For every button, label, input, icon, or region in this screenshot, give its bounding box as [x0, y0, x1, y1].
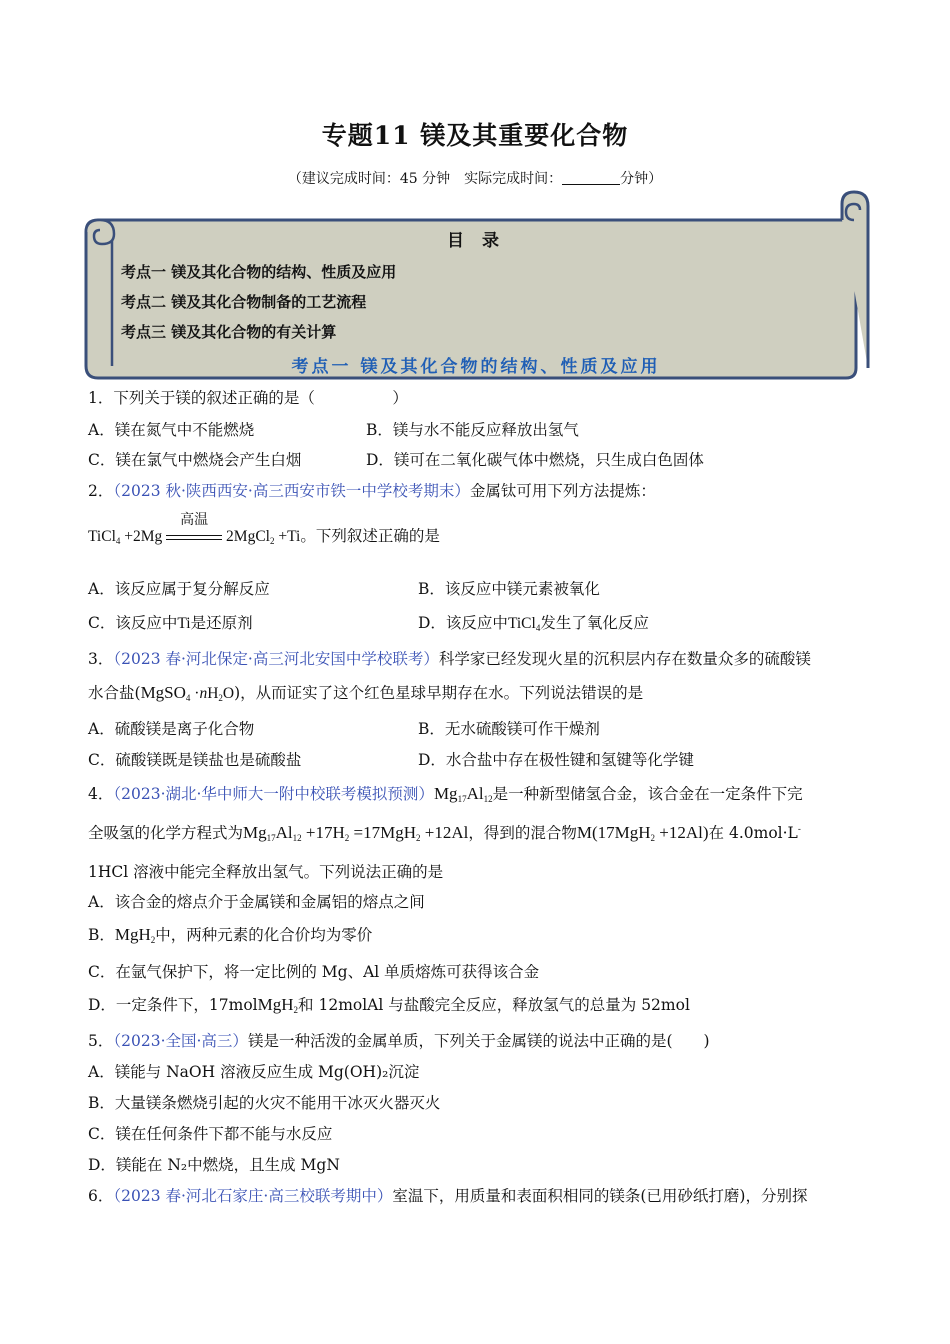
question-4-stem: 4．（2023·湖北·华中师大一附中校联考模拟预测）$Mg_{17}Al_{12}$是一种新型储氢合金，该合金在一定条件下完: [88, 784, 803, 804]
section-heading: 考点一 镁及其化合物的结构、性质及应用: [291, 357, 661, 377]
q3-option-d: D．水合盐中存在极性键和氢键等化学键: [418, 751, 694, 769]
q2-option-d: D．该反应中TiCl$_4$发生了氧化反应: [418, 614, 649, 633]
q2-option-c: C．该反应中Ti是还原剂: [88, 614, 253, 632]
q1-option-a: A．镁在氮气中不能燃烧: [88, 421, 255, 439]
q5-option-b: B．大量镁条燃烧引起的火灾不能用干冰灭火器灭火: [88, 1094, 441, 1112]
question-1-stem: 1．下列关于镁的叙述正确的是（ ）: [88, 389, 408, 407]
toc-heading: 目 录: [447, 231, 505, 251]
q2-option-b: B．该反应中镁元素被氧化: [418, 580, 600, 598]
toc-item[interactable]: 考点一 镁及其化合物的结构、性质及应用: [121, 263, 397, 281]
q3-option-c: C．硫酸镁既是镁盐也是硫酸盐: [88, 751, 302, 769]
question-source: （2023 春·河北石家庄·高三校联考期中）: [113, 1187, 393, 1205]
question-source: （2023 秋·陕西西安·高三西安市铁一中学校考期末）: [113, 482, 470, 500]
q5-option-d: D．镁能在 N₂中燃烧，且生成 MgN: [88, 1156, 340, 1174]
q4-stem-line3: 1HCl 溶液中能完全释放出氢气。下列说法正确的是: [88, 863, 444, 881]
q1-option-d: D．镁可在二氧化碳气体中燃烧，只生成白色固体: [366, 451, 704, 469]
q2-option-a: A．该反应属于复分解反应: [88, 580, 270, 598]
time-note: （建议完成时间：45 分钟 实际完成时间： 分钟）: [287, 171, 663, 187]
question-source: （2023·湖北·华中师大一附中校联考模拟预测）: [113, 785, 434, 803]
toc-item[interactable]: 考点二 镁及其化合物制备的工艺流程: [121, 293, 367, 311]
q2-equation: TiCl$_4$ +2Mg 高温 2MgCl$_2$ +Ti。下列叙述正确的是: [88, 513, 440, 546]
question-6-stem: 6．（2023 春·河北石家庄·高三校联考期中）室温下，用质量和表面积相同的镁条(已用砂纸打磨)，分别探: [88, 1187, 808, 1205]
q4-option-a: A．该合金的熔点介于金属镁和金属铝的熔点之间: [88, 893, 425, 911]
toc-item[interactable]: 考点三 镁及其化合物的有关计算: [121, 323, 337, 341]
q1-option-c: C．镁在氯气中燃烧会产生白烟: [88, 451, 302, 469]
q5-option-c: C．镁在任何条件下都不能与水反应: [88, 1125, 333, 1143]
question-5-stem: 5．（2023·全国·高三）镁是一种活泼的金属单质，下列关于金属镁的说法中正确的是( ): [88, 1032, 710, 1050]
q5-option-a: A．镁能与 NaOH 溶液反应生成 Mg(OH)₂沉淀: [88, 1063, 420, 1081]
q4-stem-line2: 全吸氢的化学方程式为$Mg_{17}Al_{12} +17H_2 =17MgH_2 +12Al$，得到的混合物M(17MgH$_2$ +12Al)在 4.0mol·L-: [88, 823, 801, 843]
question-3-stem: 3．（2023 春·河北保定·高三河北安国中学校联考）科学家已经发现火星的沉积层内存在数量众多的硫酸镁: [88, 650, 811, 668]
reaction-condition-arrow: 高温: [166, 529, 222, 545]
page-title: 专题11 镁及其重要化合物: [321, 121, 629, 150]
question-source: （2023·全国·高三）: [113, 1032, 248, 1050]
q3-option-a: A．硫酸镁是离子化合物: [88, 720, 255, 738]
blank-line: [562, 170, 620, 185]
q4-option-c: C．在氩气保护下，将一定比例的 Mg、Al 单质熔炼可获得该合金: [88, 963, 540, 981]
q4-option-d: D．一定条件下，17molMgH$_2$和 12molAl 与盐酸完全反应，释放氢气的总量为 52mol: [88, 995, 690, 1015]
question-2-stem: 2．（2023 秋·陕西西安·高三西安市铁一中学校考期末）金属钛可用下列方法提炼：: [88, 482, 656, 500]
q4-option-b: B．MgH$_2$中，两种元素的化合价均为零价: [88, 925, 373, 945]
q1-option-b: B．镁与水不能反应释放出氢气: [366, 421, 579, 439]
q3-stem-line2: 水合盐(MgSO$_4$ $\cdot nH_2O$)，从而证实了这个红色星球早期存在水。下列说法错误的是: [88, 683, 644, 703]
question-source: （2023 春·河北保定·高三河北安国中学校联考）: [113, 650, 439, 668]
q3-option-b: B．无水硫酸镁可作干燥剂: [418, 720, 600, 738]
